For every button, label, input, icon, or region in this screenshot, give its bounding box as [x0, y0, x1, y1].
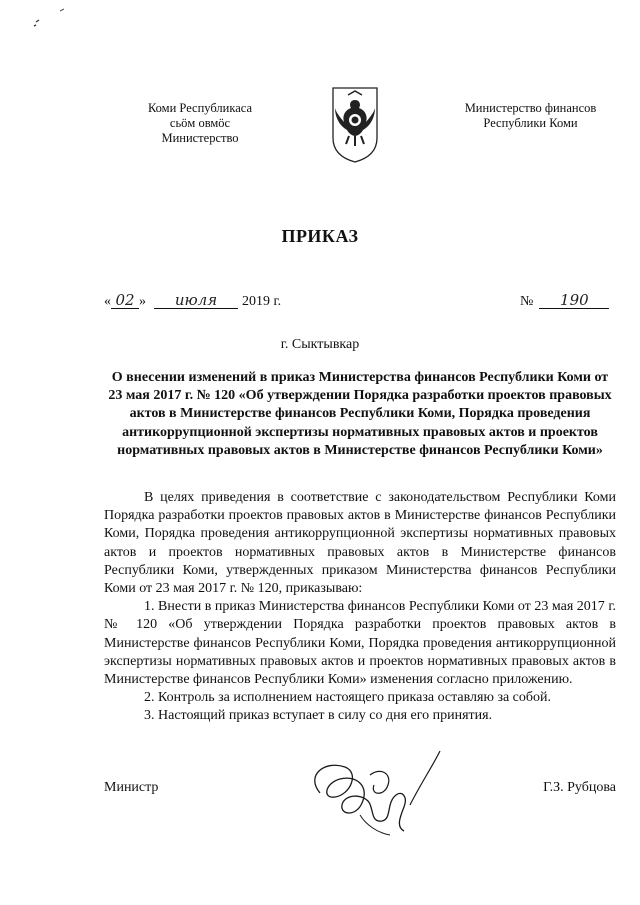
komi-coat-of-arms-icon: [330, 86, 380, 164]
date-close-quote: »: [139, 294, 146, 309]
ink-mark-icon: [30, 8, 70, 30]
header-left-line-2: сьӧм овмӧс: [169, 116, 231, 130]
date-year: 2019 г.: [242, 294, 282, 309]
number-value: 190: [539, 293, 609, 309]
body-paragraph-item-1: 1. Внести в приказ Министерства финансов Республики Коми от 23 мая 2017 г. № 120 «Об утверждении Порядка разработки проектов правовых актов в Министерстве финансов Республики Коми, Порядка проведения антикоррупционной экспертизы нормативных правовых актов и проектов нормативных правовых актов в Министерстве финансов Республики Коми» изменения согласно приложению.: [104, 599, 616, 688]
place-of-issue: г. Сыктывкар: [280, 337, 360, 352]
header-left-line-1: Коми Республикаса: [147, 101, 253, 115]
document-body: [104, 489, 616, 726]
number-label: №: [520, 294, 534, 309]
body-paragraph-item-3: 3. Настоящий приказ вступает в силу со дня его принятия.: [144, 708, 493, 724]
date-month: июля: [154, 293, 238, 309]
header-left-org: [110, 101, 290, 146]
document-type: ПРИКАЗ: [281, 226, 359, 246]
date-day: 02: [111, 293, 139, 309]
body-paragraph-item-2: 2. Контроль за исполнением настоящего приказа оставляю за собой.: [144, 690, 552, 706]
signatory-position: Министр: [104, 780, 159, 795]
order-number: [520, 293, 609, 310]
header-right-line-2: Республики Коми: [483, 116, 578, 130]
header-left-line-3: Министерство: [161, 131, 239, 145]
document-title: О внесении изменений в приказ Министерства финансов Республики Коми от 23 мая 2017 г. № 120 «Об утверждении Порядка разработки проектов правовых актов в Министерстве финансов Республики Коми, Порядка проведения антикоррупционной экспертизы нормативных правовых актов и проектов нормативных правовых актов в Министерстве финансов Республики Коми»: [108, 370, 612, 458]
handwritten-signature-icon: [300, 745, 450, 840]
date-open-quote: «: [104, 294, 111, 309]
body-paragraph-preamble: В целях приведения в соответствие с законодательством Республики Коми Порядка разработки проектов правовых актов в Министерстве финансов Республики Коми, Порядка проведения антикоррупционной экспертизы нормативных правовых актов и проектов нормативных правовых актов в Министерстве финансов Республики Коми, утвержденных приказом Министерства финансов Республики Коми от 23 мая 2017 г. № 120, приказываю:: [104, 490, 616, 597]
signatory-name: Г.З. Рубцова: [543, 780, 616, 795]
header-right-org: [448, 101, 613, 131]
order-date: [104, 293, 281, 310]
header-right-line-1: Министерство финансов: [464, 101, 597, 115]
